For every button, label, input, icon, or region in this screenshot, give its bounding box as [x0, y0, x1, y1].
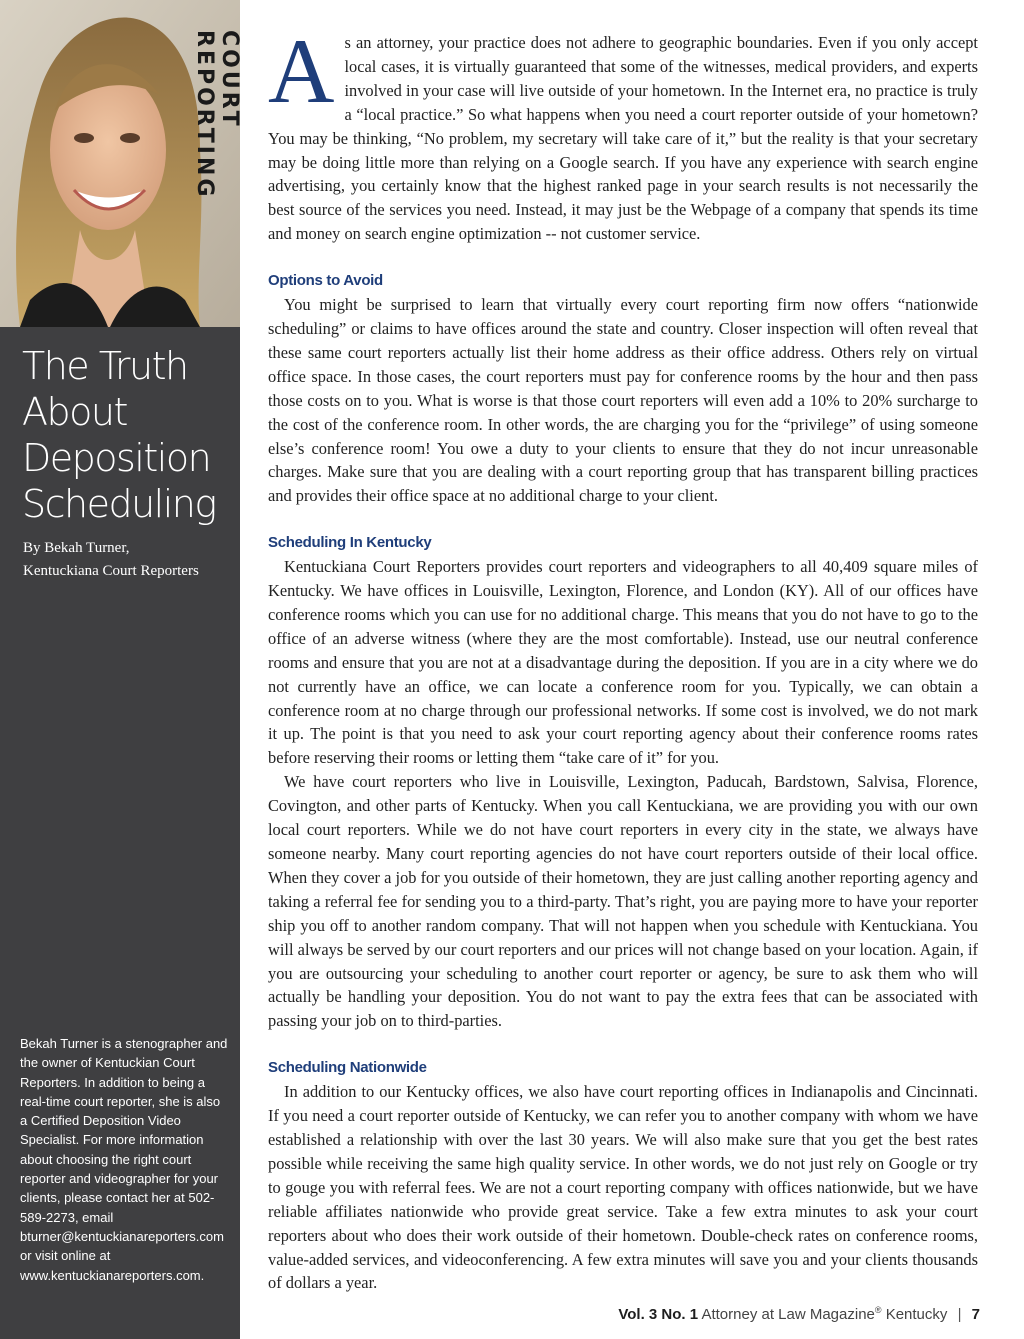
page-number: 7	[971, 1306, 980, 1323]
article-headline	[22, 343, 232, 527]
volume-issue: Vol. 3 No. 1	[618, 1306, 699, 1323]
magazine-name	[701, 1306, 947, 1323]
byline-author: By Bekah Turner,	[23, 540, 130, 556]
headline-line: The Truth	[22, 344, 188, 388]
intro-paragraph	[268, 20, 978, 246]
article-body	[268, 20, 978, 1295]
intro-text: s an attorney, your practice does not adhere to geographic boundaries. Even if you only accept local cases, it is virtually guaranteed that some of the witnesses, medical providers, and experts involved in your case will live outside of your hometown. In the Internet era, no practice is truly a “local practice.” So what happens when you need a court reporter outside of your hometown? You may be thinking, “No problem, my secretary will take care of it,” but the reality is that your secretary may be doing little more than relying on a Google search. If you have any experience with search engine advertising, you certainly know that the highest ranked page in your search results is not necessarily the best source of the services you need. Instead, it may just be the Webpage of a company that spends its time and money on search engine optimization -- not customer service.	[268, 33, 978, 244]
drop-cap: A	[268, 20, 335, 122]
headline-line: Scheduling	[22, 482, 216, 526]
footer-separator: |	[957, 1306, 962, 1323]
byline	[23, 537, 233, 583]
body-paragraph: We have court reporters who live in Louisville, Lexington, Paducah, Bardstown, Salvisa, Florence, Covington, and other parts of Kentucky. When you call Kentuckiana, we are providing you with our own local court reporters. While we do not have court reporters in every city in the state, we always have someone nearby. Many court reporting agencies do not have court reporters outside of their local office. When they cover a job for you outside of their hometown, they are just calling another reporting agency and taking a referral fee for sending you to a third-party. That’s right, you are paying more to have your reporter ship you off to another random company. That will not happen when you schedule with Kentuckiana. You will always be served by our court reporters and our prices will not change based on your location. Again, if you are outsourcing your scheduling to another court reporter or agency, be sure to ask them who will actually be handling your deposition. You do not want to pay the extra fees that can be associated with passing your job on to third-parties.	[268, 772, 978, 1031]
headline-line: Deposition	[22, 436, 211, 480]
section-heading: Scheduling Nationwide	[268, 1059, 427, 1077]
section-heading: Scheduling In Kentucky	[268, 534, 432, 552]
section-label: COURT REPORTING	[192, 30, 242, 200]
magazine-title: Attorney at Law Magazine	[701, 1306, 875, 1323]
body-paragraph: Kentuckiana Court Reporters provides court reporters and videographers to all 40,409 square miles of Kentucky. We have offices in Louisville, Lexington, Florence, and London (KY). All of our offices have conference rooms which you can use for no additional charge. This means that you do not have to go to the office of an adverse witness (where they are the most comfortable). Instead, use our neutral conference rooms and ensure that you are not at a disadvantage during the deposition. If you are in a city where we do not currently have an office, we can locate a conference room for you. Typically, we can obtain a conference room at no charge through our professional networks. If some cost is involved, we do not mark it up. The point is that you need to ask your court reporting agency about their conference rooms rates before reserving their rooms or letting them “take care of it” for you.	[268, 557, 978, 768]
headline-line: About	[22, 390, 127, 434]
page-footer	[618, 1305, 980, 1323]
author-bio: Bekah Turner is a stenographer and the owner of Kentuckian Court Reporters. In addition to being a real-time court reporter, she is also a Certified Deposition Video Specialist. For more information about choosing the right court reporter and videographer for your clients, please contact her at 502-589-2273, email bturner@kentuckianareporters.com or visit online at www.kentuckianareporters.com.	[20, 1036, 228, 1283]
byline-organization: Kentuckiana Court Reporters	[23, 563, 199, 579]
body-paragraph: You might be surprised to learn that virtually every court reporting firm now offers “nationwide scheduling” or claims to have offices around the state and country. Closer inspection will often reveal that these same court reporters actually list their home address as their office address. Others rely on virtual office space. In those cases, the court reporters must pay for conference rooms by the hour and then pass those costs on to you. What is worse is that those court reporters will even add a 10% to 20% surcharge to the cost of the conference room. In other words, the are charging you for the “privilege” of using someone else’s conference room! You owe a duty to your clients to ensure that they do not incur unreasonable charges. Make sure that you are dealing with a court reporting group that has transparent billing practices and provides their office space at no additional charge to your client.	[268, 295, 978, 506]
registered-mark: ®	[874, 1305, 882, 1315]
section-heading: Options to Avoid	[268, 272, 383, 290]
sidebar	[0, 0, 240, 1339]
body-paragraph: In addition to our Kentucky offices, we also have court reporting offices in Indianapolis and Cincinnati. If you need a court reporter outside of Kentucky, we can refer you to another company with whom we have established a relationship with over the last 30 years. We will also make sure that you get the best rates possible while receiving the same high quality service. In other words, we do not just rely on Google or try to gouge you with referral fees. We are not a court reporting company with offices nationwide, but we have reliable affiliates nationwide who provide great service. Take a few extra minutes to ask your court reporters about who does their work outside of their hometown. Double-check rates on conference rooms, value-added services, and videoconferencing. A few extra minutes will save you and your clients thousands of dollars a year.	[268, 1082, 978, 1293]
magazine-region: Kentucky	[885, 1306, 948, 1323]
